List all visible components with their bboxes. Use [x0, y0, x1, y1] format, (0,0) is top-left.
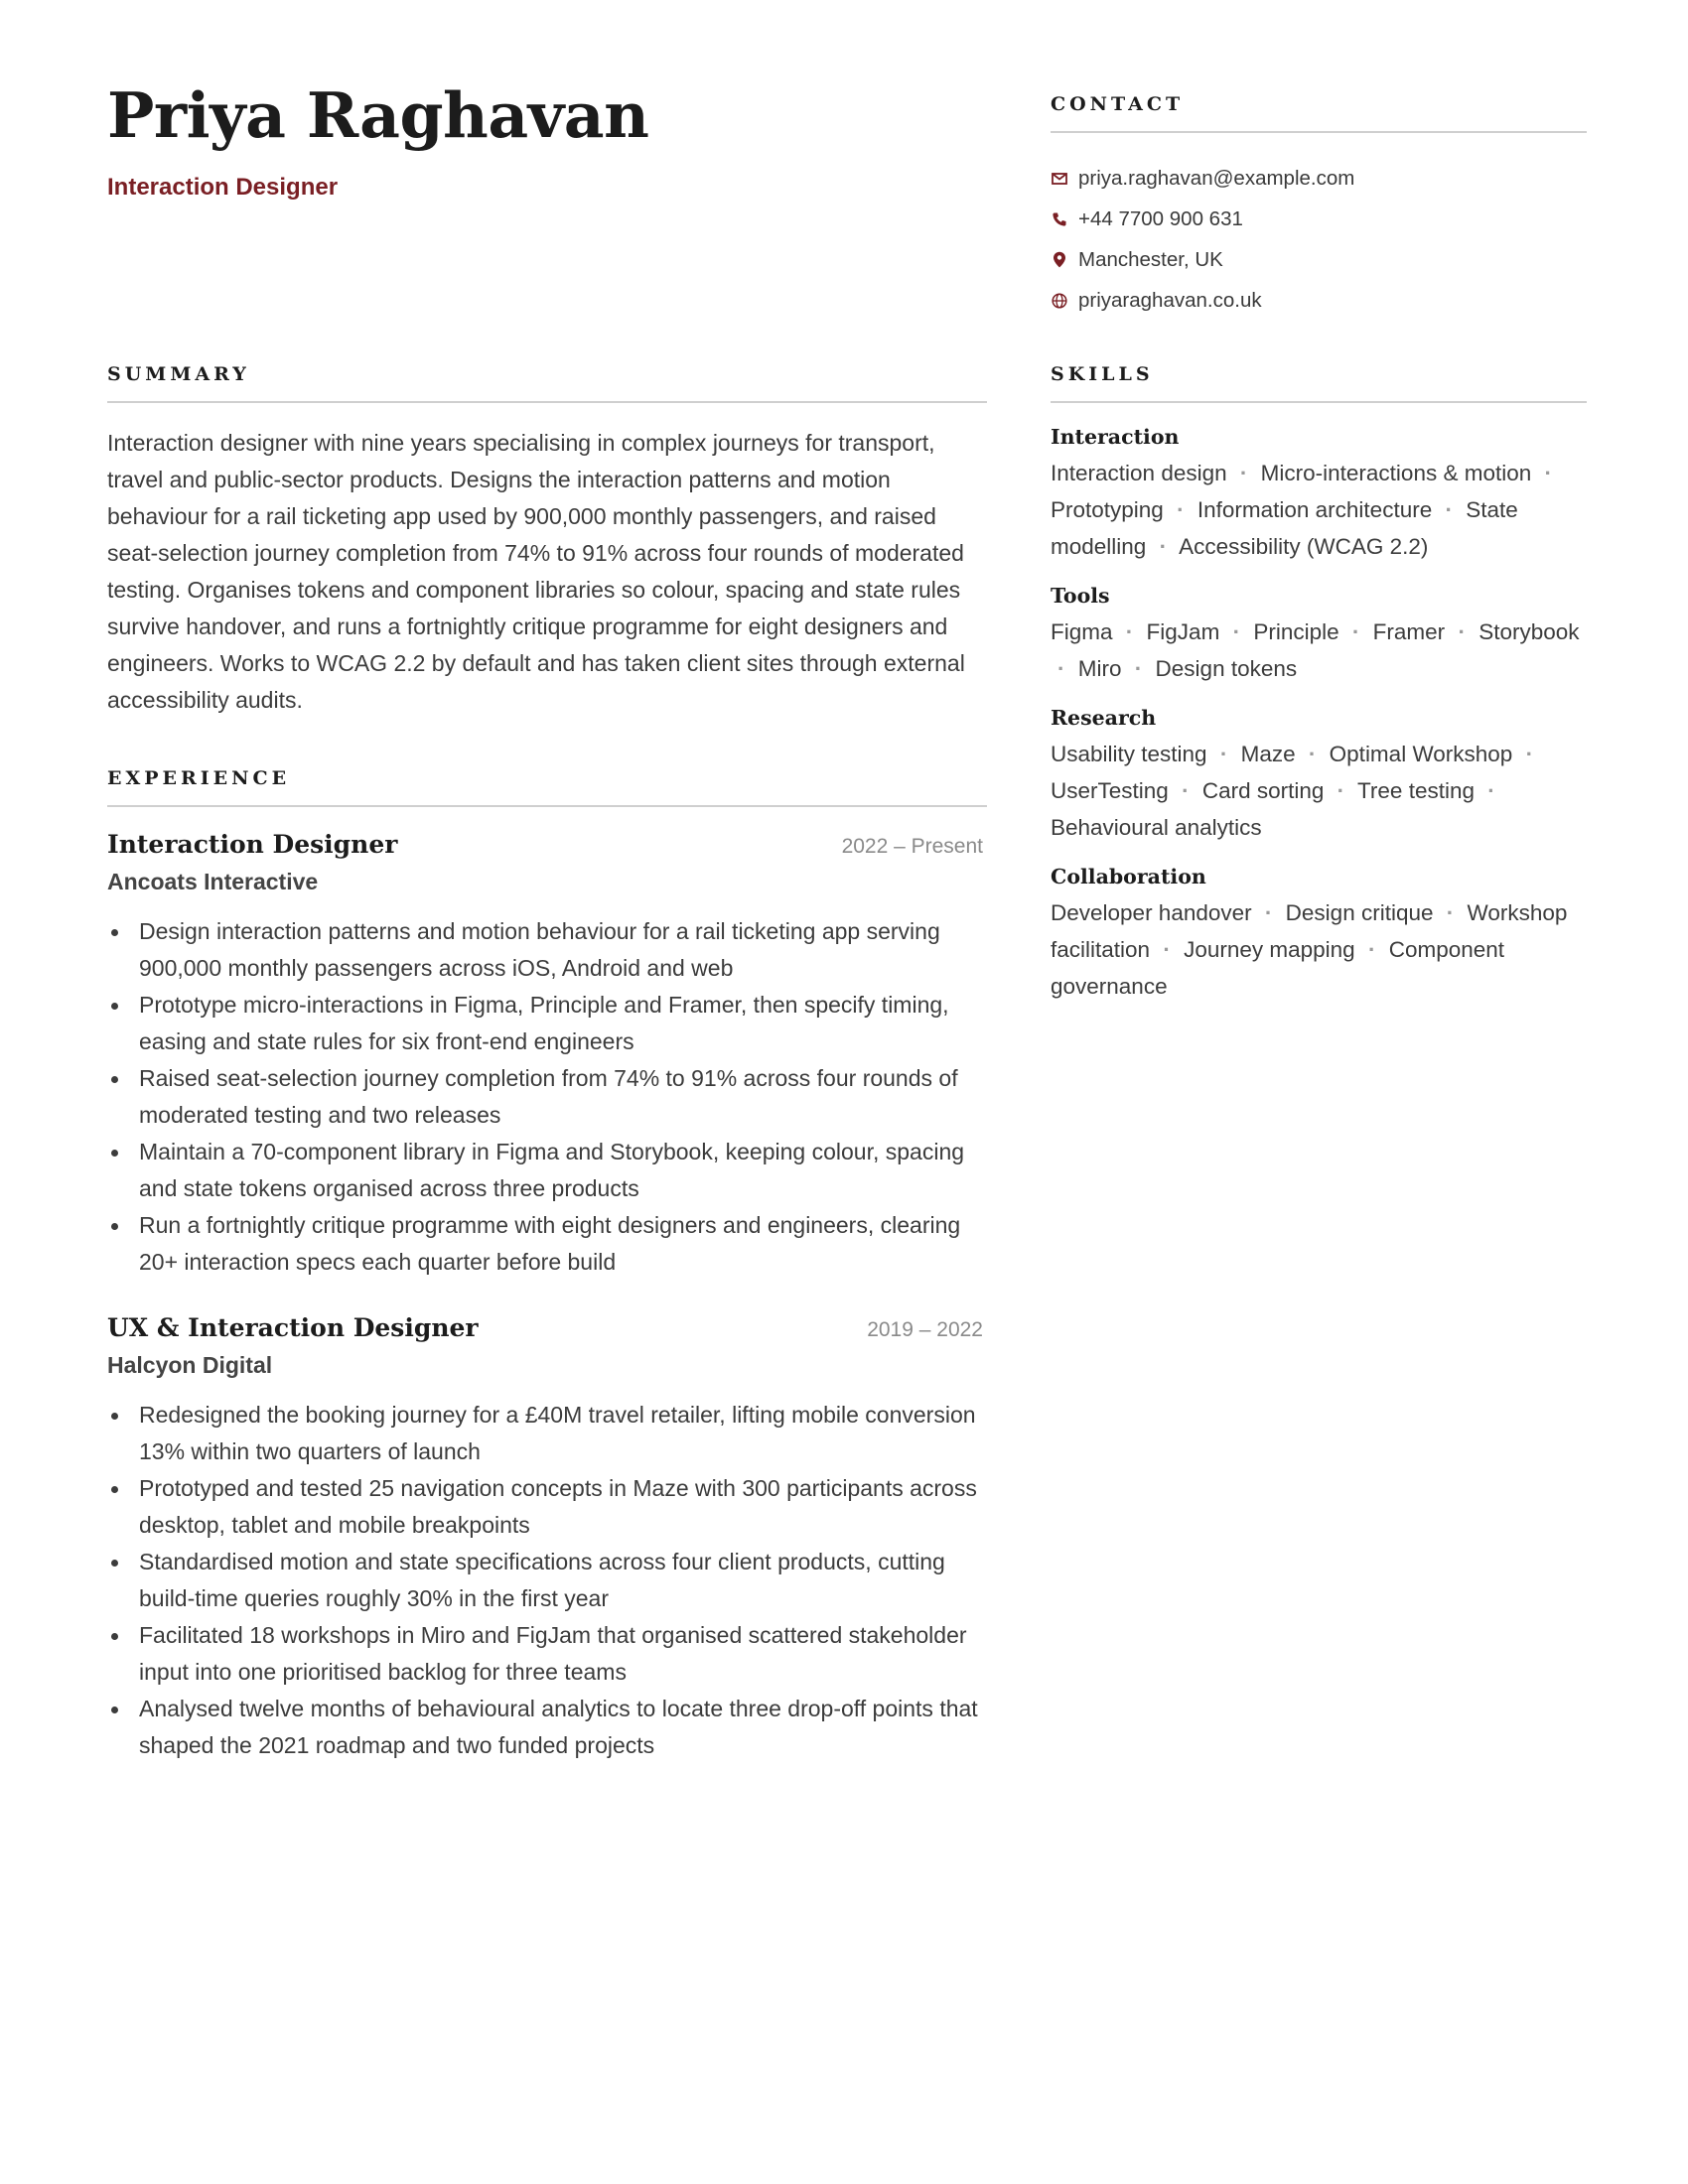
- skill-separator: ·: [1219, 742, 1228, 766]
- job-entry: [107, 1313, 983, 1764]
- contact-email-text: priya.raghavan@example.com: [1078, 166, 1355, 190]
- skill-items: [1051, 614, 1587, 687]
- skill-category: Collaboration: [1051, 865, 1206, 888]
- skill-separator: ·: [1446, 900, 1455, 925]
- skill-items: [1051, 736, 1587, 846]
- job-dates: 2019 – 2022: [867, 1318, 983, 1341]
- job-bullets: [107, 913, 983, 1281]
- contact-phone[interactable]: [1051, 199, 1587, 239]
- skill-item: Miro: [1077, 656, 1122, 681]
- skill-item: Workshop facilitation: [1051, 900, 1568, 962]
- contact-list: [1051, 158, 1587, 321]
- skill-category: Research: [1051, 706, 1157, 730]
- summary-heading: SUMMARY: [107, 363, 250, 385]
- skill-item: Behavioural analytics: [1051, 815, 1262, 840]
- skill-separator: ·: [1057, 656, 1065, 681]
- job-company: Ancoats Interactive: [107, 869, 319, 894]
- skill-items: [1051, 894, 1587, 1005]
- job-company: Halcyon Digital: [107, 1352, 273, 1378]
- skill-separator: ·: [1308, 742, 1317, 766]
- skill-item: Usability testing: [1051, 742, 1207, 766]
- job-entry: [107, 830, 983, 1281]
- skill-item: State modelling: [1051, 497, 1518, 559]
- skill-separator: ·: [1239, 461, 1248, 485]
- job-bullet: Run a fortnightly critique programme with eight designers and engineers, clearing 20+ interaction specs each quarter before build: [107, 1207, 983, 1281]
- skill-separator: ·: [1458, 619, 1466, 644]
- skill-item: Maze: [1240, 742, 1296, 766]
- contact-website[interactable]: [1051, 280, 1587, 321]
- skill-item: Storybook: [1478, 619, 1580, 644]
- skill-separator: ·: [1487, 778, 1495, 803]
- skill-separator: ·: [1445, 497, 1453, 522]
- skill-item: Interaction design: [1051, 461, 1227, 485]
- contact-location: [1051, 239, 1587, 280]
- candidate-name: Priya Raghavan: [107, 78, 649, 152]
- job-bullet: Redesigned the booking journey for a £40M travel retailer, lifting mobile conversion 13% within two quarters of launch: [107, 1397, 983, 1470]
- skill-separator: ·: [1367, 937, 1376, 962]
- skill-separator: ·: [1177, 497, 1185, 522]
- contact-divider: [1051, 131, 1587, 133]
- skill-item: Tree testing: [1357, 778, 1475, 803]
- skill-item: Information architecture: [1196, 497, 1433, 522]
- skill-group: [1051, 700, 1587, 846]
- experience-heading: EXPERIENCE: [107, 767, 291, 789]
- skill-group: [1051, 419, 1587, 565]
- skills-heading: SKILLS: [1051, 363, 1154, 385]
- phone-icon: [1051, 210, 1068, 228]
- experience-divider: [107, 805, 987, 807]
- skills-divider: [1051, 401, 1587, 403]
- skill-separator: ·: [1134, 656, 1143, 681]
- skill-separator: ·: [1336, 778, 1345, 803]
- skill-separator: ·: [1525, 742, 1534, 766]
- skill-item: Design critique: [1285, 900, 1434, 925]
- job-bullet: Analysed twelve months of behavioural analytics to locate three drop-off points that shaped the 2021 roadmap and two funded projects: [107, 1691, 983, 1764]
- skill-item: Accessibility (WCAG 2.2): [1179, 534, 1429, 559]
- job-bullet: Prototyped and tested 25 navigation concepts in Maze with 300 participants across desktop, tablet and mobile breakpoints: [107, 1470, 983, 1544]
- skill-item: UserTesting: [1051, 778, 1169, 803]
- skill-item: Prototyping: [1051, 497, 1164, 522]
- skill-item: Optimal Workshop: [1329, 742, 1513, 766]
- globe-icon: [1051, 292, 1068, 310]
- job-dates: 2022 – Present: [841, 835, 983, 858]
- skill-item: FigJam: [1146, 619, 1220, 644]
- job-bullets: [107, 1397, 983, 1764]
- skill-item: Component governance: [1051, 937, 1505, 999]
- skill-separator: ·: [1232, 619, 1241, 644]
- skill-item: Design tokens: [1155, 656, 1298, 681]
- candidate-role: Interaction Designer: [107, 174, 339, 201]
- skill-separator: ·: [1351, 619, 1360, 644]
- skill-separator: ·: [1182, 778, 1190, 803]
- contact-website-text: priyaraghavan.co.uk: [1078, 288, 1262, 312]
- skills-list: [1051, 419, 1587, 1018]
- summary-divider: [107, 401, 987, 403]
- skill-item: Principle: [1253, 619, 1339, 644]
- job-bullet: Prototype micro-interactions in Figma, Principle and Framer, then specify timing, easing and state rules for six front-end engineers: [107, 987, 983, 1060]
- job-title: Interaction Designer: [107, 830, 398, 859]
- skill-separator: ·: [1163, 937, 1171, 962]
- skill-items: [1051, 455, 1587, 565]
- contact-location-text: Manchester, UK: [1078, 247, 1223, 271]
- skill-separator: ·: [1264, 900, 1273, 925]
- contact-phone-text: +44 7700 900 631: [1078, 206, 1243, 230]
- job-bullet: Facilitated 18 workshops in Miro and FigJam that organised scattered stakeholder input into one prioritised backlog for three teams: [107, 1617, 983, 1691]
- skill-category: Tools: [1051, 584, 1110, 608]
- skill-separator: ·: [1125, 619, 1134, 644]
- skill-group: [1051, 859, 1587, 1005]
- skill-separator: ·: [1159, 534, 1168, 559]
- mail-icon: [1051, 170, 1068, 188]
- skill-item: Micro-interactions & motion: [1260, 461, 1532, 485]
- job-bullet: Standardised motion and state specifications across four client products, cutting build-time queries roughly 30% in the first year: [107, 1544, 983, 1617]
- skill-item: Journey mapping: [1184, 937, 1355, 962]
- job-bullet: Design interaction patterns and motion behaviour for a rail ticketing app serving 900,000 monthly passengers across iOS, Android and web: [107, 913, 983, 987]
- skill-item: Figma: [1051, 619, 1113, 644]
- job-title: UX & Interaction Designer: [107, 1313, 479, 1342]
- skill-separator: ·: [1544, 461, 1553, 485]
- job-bullet: Maintain a 70-component library in Figma and Storybook, keeping colour, spacing and state tokens organised across three products: [107, 1134, 983, 1207]
- skill-item: Card sorting: [1201, 778, 1325, 803]
- contact-email[interactable]: [1051, 158, 1587, 199]
- summary-text: Interaction designer with nine years specialising in complex journeys for transport, travel and public-sector products. Designs the interaction patterns and motion behaviour for a rail ticketing app used by 900,000 monthly passengers, and raised seat-selection journey completion from 74% to 91% across four rounds of moderated testing. Organises tokens and component libraries so colour, spacing and state rules survive handover, and runs a fortnightly critique programme for eight designers and engineers. Works to WCAG 2.2 by default and has taken client sites through external accessibility audits.: [107, 430, 965, 713]
- skill-group: [1051, 578, 1587, 687]
- job-bullet: Raised seat-selection journey completion from 74% to 91% across four rounds of moderated testing and two releases: [107, 1060, 983, 1134]
- location-pin-icon: [1051, 251, 1068, 269]
- skill-item: Framer: [1372, 619, 1446, 644]
- skill-item: Developer handover: [1051, 900, 1252, 925]
- skill-category: Interaction: [1051, 425, 1180, 449]
- contact-heading: CONTACT: [1051, 93, 1185, 115]
